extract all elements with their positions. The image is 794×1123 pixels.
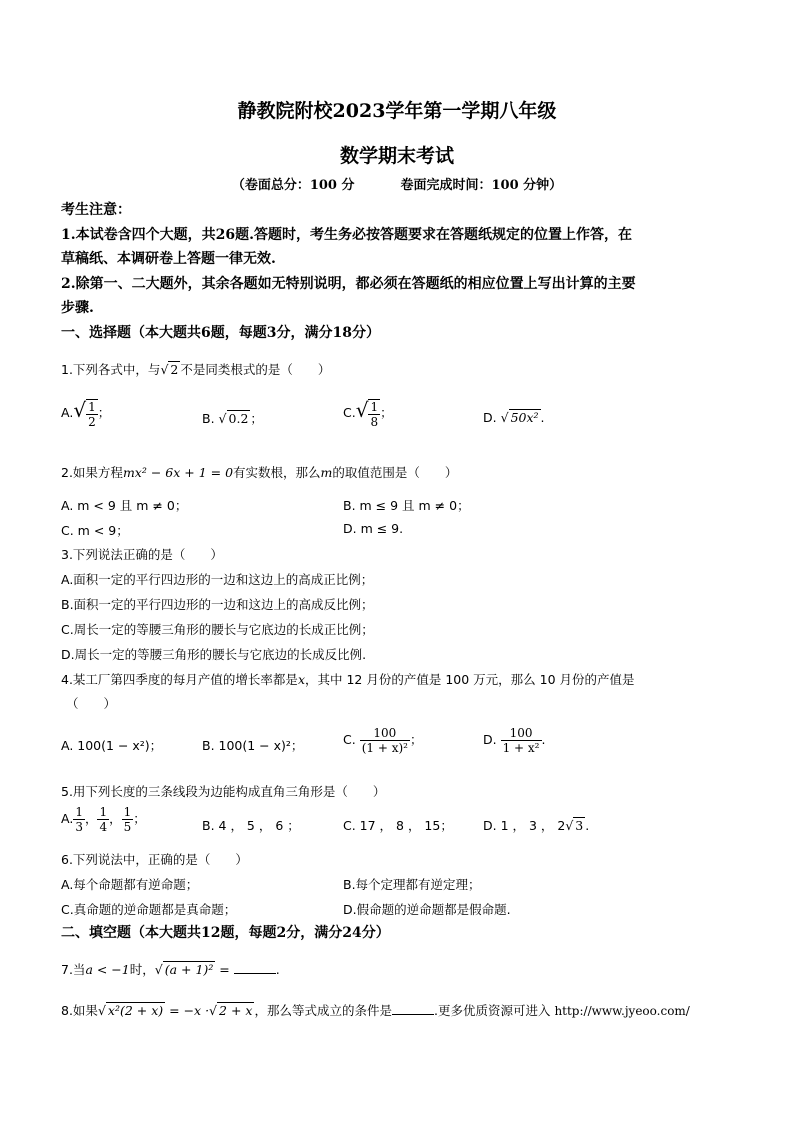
notice-item-1a: 1.本试卷含四个大题，共26题.答题时，考生务必按答题要求在答题纸规定的位置上作答，在: [61, 227, 632, 243]
q4-stem-bracket: （ ）: [66, 696, 117, 711]
q6-option-c: C.真命题的逆命题都是真命题；: [61, 902, 237, 917]
total-score: （卷面总分：100 分: [231, 178, 355, 193]
q6-option-d: D.假命题的逆命题都是假命题.: [343, 902, 511, 917]
q4-option-c: C. $\frac{100}{\text{(1 + x)²}}$ ；: [343, 726, 423, 755]
q1-option-b: B. √ 0.2 ；: [202, 411, 263, 426]
q4-stem: 4.某工厂第四季度的每月产值的增长率都是x，其中 12 月份的产值是 100 万元，那么 10 月份的产值是: [61, 672, 635, 687]
q1-stem-radicand: 2: [170, 362, 179, 377]
q2-option-c: C. m < 9；: [61, 523, 129, 538]
q4-option-b: B. 100(1 − x)²；: [202, 738, 304, 753]
q3-option-b: B.面积一定的平行四边形的一边和这边上的高成反比例；: [61, 597, 374, 612]
q4-option-d: D. $\frac{100}{\text{1 + x²}}$ .: [483, 726, 546, 755]
q5-stem: 5.用下列长度的三条线段为边能构成直角三角形是（ ）: [61, 784, 386, 799]
q6-option-b: B.每个定理都有逆定理；: [343, 877, 481, 892]
q3-option-a: A.面积一定的平行四边形的一边和这边上的高成正比例；: [61, 572, 374, 587]
exam-meta: [0, 174, 794, 193]
q5-option-c: C. 17 ， 8 ， 15；: [343, 818, 453, 833]
q6-option-a: A.每个命题都有逆命题；: [61, 877, 199, 892]
exam-subtitle: 数学期末考试: [339, 145, 454, 167]
q1-option-d: D. √ 50x² .: [483, 410, 545, 425]
section1-heading: 一、选择题（本大题共6题，每题3分，满分18分）: [61, 325, 380, 341]
q7-stem: 7.当a < −1时，√ (a + 1)² = .: [61, 962, 280, 977]
q3-option-c: C.周长一定的等腰三角形的腰长与它底边的长成正比例；: [61, 622, 374, 637]
resource-link[interactable]: http://www.jyeoo.com/: [554, 1004, 690, 1018]
q5-option-b: B. 4 ， 5 ， 6 ；: [202, 818, 300, 833]
q3-option-d: D.周长一定的等腰三角形的腰长与它底边的长成反比例.: [61, 647, 367, 662]
q3-stem: 3.下列说法正确的是（ ）: [61, 547, 223, 562]
notice-item-1b: 草稿纸、本调研卷上答题一律无效.: [61, 251, 276, 267]
q2-stem: 2.如果方程mx² − 6x + 1 = 0有实数根，那么m的取值范围是（ ）: [61, 465, 458, 480]
q1-option-c: C.√ $\frac{1}{8}$ ；: [343, 398, 393, 429]
notice-item-2a: 2.除第一、二大题外，其余各题如无特别说明，都必须在答题纸的相应位置上写出计算的主要: [61, 276, 636, 292]
q6-stem: 6.下列说法中，正确的是（ ）: [61, 852, 248, 867]
q4-option-a: A. 100(1 − x²)；: [61, 738, 163, 753]
exam-time: 卷面完成时间：100 分钟）: [400, 178, 563, 193]
q2-option-b: B. m ≤ 9 且 m ≠ 0；: [343, 498, 470, 513]
q5-option-d: D. 1 ， 3 ， 2√ 3 .: [483, 818, 590, 833]
q1-stem: 1.下列各式中，与√ 2 不是同类根式的是（ ）: [61, 362, 331, 377]
exam-title: 静教院附校2023学年第一学期八年级: [237, 100, 557, 122]
notice-item-2b: 步骤.: [61, 300, 94, 316]
notice-heading: 考生注意：: [61, 202, 131, 218]
q5-option-a: A. $\frac{1}{3}$ ， $\frac{1}{4}$ ， $\frac{1}{5}$ ；: [61, 805, 146, 834]
section2-heading: 二、填空题（本大题共12题，每题2分，满分24分）: [61, 925, 390, 941]
q7-answer-blank[interactable]: [234, 963, 276, 974]
q2-option-a: A. m < 9 且 m ≠ 0；: [61, 498, 188, 513]
q2-option-d: D. m ≤ 9.: [343, 521, 404, 536]
q8-answer-blank[interactable]: [392, 1004, 434, 1015]
q1-option-a: A.√ $\frac{1}{2}$ ；: [61, 398, 111, 429]
q8-stem: 8.如果√ x²(2 + x) = −x ·√ 2 + x ，那么等式成立的条件是 .更多优质资源可进入 http://www.jyeoo.com/: [61, 1003, 690, 1018]
